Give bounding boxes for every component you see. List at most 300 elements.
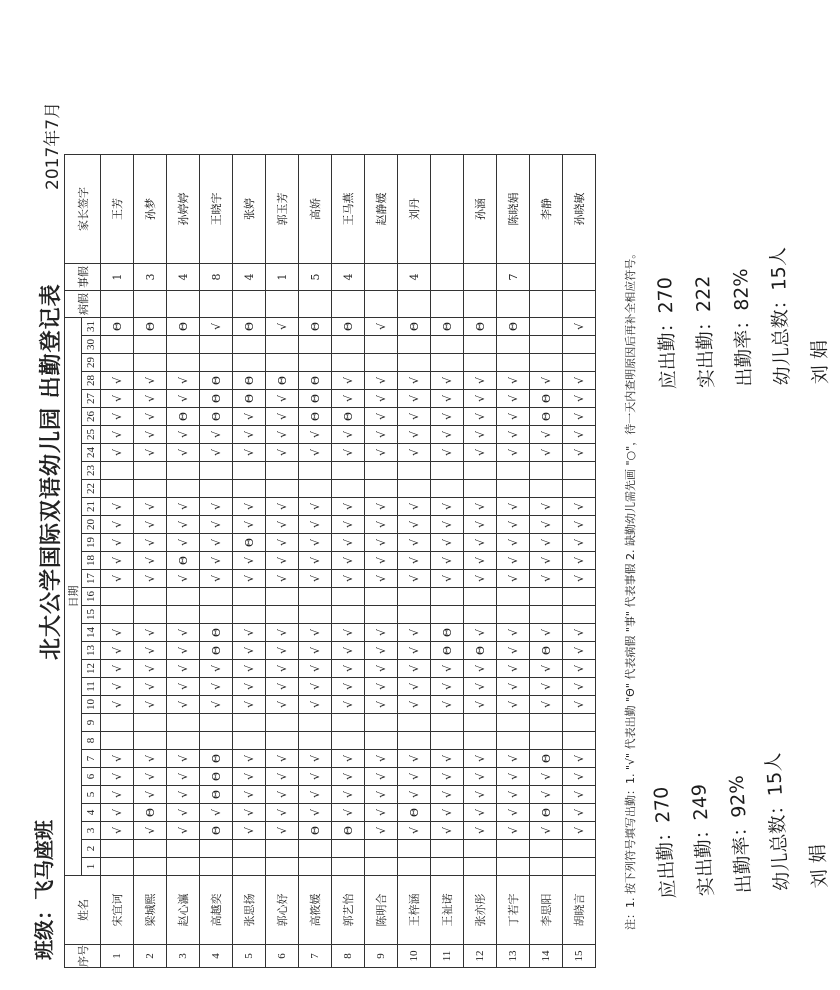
day-header: 7: [82, 750, 101, 768]
attendance-mark: √: [530, 570, 563, 588]
sick-leave-cell: [134, 291, 167, 318]
attendance-mark: √: [299, 534, 332, 552]
attendance-mark: √: [497, 516, 530, 534]
attendance-mark: √: [266, 516, 299, 534]
attendance-mark: √: [134, 768, 167, 786]
attendance-mark: [398, 858, 431, 876]
attendance-mark: √: [431, 390, 464, 408]
attendance-mark: √: [530, 426, 563, 444]
attendance-mark: √: [233, 804, 266, 822]
attendance-mark: √: [134, 642, 167, 660]
attendance-mark: √: [431, 750, 464, 768]
actual-attendance: 实出勤：249: [688, 783, 718, 897]
attendance-mark: Θ: [299, 822, 332, 840]
attendance-mark: √: [233, 552, 266, 570]
personal-leave-cell: [464, 264, 497, 291]
attendance-mark: √: [530, 786, 563, 804]
due-attendance: 应出勤：270: [650, 785, 680, 900]
attendance-mark: √: [332, 372, 365, 390]
attendance-mark: √: [464, 372, 497, 390]
attendance-mark: √: [101, 372, 134, 390]
attendance-mark: [134, 858, 167, 876]
attendance-mark: √: [299, 552, 332, 570]
attendance-mark: √: [530, 678, 563, 696]
parent-signature: 高娇: [299, 155, 332, 264]
table-row: [134, 155, 167, 968]
attendance-mark: √: [464, 768, 497, 786]
attendance-mark: √: [167, 786, 200, 804]
attendance-mark: √: [233, 822, 266, 840]
attendance-mark: √: [101, 516, 134, 534]
attendance-mark: [497, 858, 530, 876]
attendance-mark: √: [464, 498, 497, 516]
attendance-mark: √: [365, 408, 398, 426]
attendance-mark: √: [497, 444, 530, 462]
attendance-mark: √: [233, 768, 266, 786]
attendance-mark: √: [332, 696, 365, 714]
attendance-mark: √: [101, 570, 134, 588]
attendance-mark: √: [233, 696, 266, 714]
day-header: 6: [82, 768, 101, 786]
attendance-mark: √: [563, 624, 596, 642]
attendance-mark: [332, 606, 365, 624]
attendance-mark: √: [530, 444, 563, 462]
attendance-mark: [497, 462, 530, 480]
attendance-mark: √: [530, 552, 563, 570]
attendance-mark: Θ: [530, 804, 563, 822]
day-header: 25: [82, 426, 101, 444]
attendance-mark: √: [266, 318, 299, 336]
attendance-mark: √: [266, 408, 299, 426]
sick-leave-cell: [299, 291, 332, 318]
attendance-mark: [200, 588, 233, 606]
attendance-mark: √: [398, 750, 431, 768]
table-row: [497, 155, 530, 968]
day-header: 15: [82, 606, 101, 624]
month-label: 2017年7月: [43, 101, 63, 190]
attendance-mark: [464, 354, 497, 372]
attendance-mark: [365, 858, 398, 876]
attendance-mark: [563, 354, 596, 372]
attendance-mark: [530, 318, 563, 336]
attendance-mark: [398, 336, 431, 354]
attendance-mark: [365, 480, 398, 498]
table-row: [365, 155, 398, 968]
attendance-mark: Θ: [200, 390, 233, 408]
attendance-mark: [299, 588, 332, 606]
attendance-mark: √: [563, 426, 596, 444]
attendance-mark: [431, 354, 464, 372]
attendance-mark: √: [563, 768, 596, 786]
table-row: [530, 155, 563, 968]
attendance-mark: √: [398, 678, 431, 696]
attendance-mark: √: [464, 678, 497, 696]
attendance-mark: Θ: [266, 372, 299, 390]
attendance-mark: [266, 858, 299, 876]
parent-sign-header: 家长签字: [65, 155, 101, 264]
seq-cell: 8: [332, 945, 365, 968]
children-count: 幼儿总数：15人: [767, 246, 794, 386]
sick-leave-cell: [431, 291, 464, 318]
attendance-mark: √: [497, 372, 530, 390]
attendance-mark: √: [365, 804, 398, 822]
attendance-mark: [398, 588, 431, 606]
attendance-mark: [431, 588, 464, 606]
attendance-mark: [365, 462, 398, 480]
attendance-mark: [563, 732, 596, 750]
attendance-mark: √: [332, 570, 365, 588]
attendance-mark: [167, 606, 200, 624]
sick-leave-cell: [233, 291, 266, 318]
seq-cell: 2: [134, 945, 167, 968]
table-row: [464, 155, 497, 968]
attendance-mark: √: [563, 804, 596, 822]
day-header: 9: [82, 714, 101, 732]
sick-leave-cell: [464, 291, 497, 318]
attendance-mark: [167, 462, 200, 480]
attendance-mark: [398, 480, 431, 498]
attendance-mark: √: [365, 444, 398, 462]
attendance-mark: Θ: [299, 390, 332, 408]
attendance-mark: √: [233, 678, 266, 696]
attendance-mark: Θ: [332, 408, 365, 426]
attendance-mark: √: [266, 498, 299, 516]
attendance-mark: √: [167, 516, 200, 534]
attendance-mark: Θ: [167, 552, 200, 570]
personal-leave-cell: [431, 264, 464, 291]
attendance-mark: [398, 462, 431, 480]
attendance-mark: [332, 354, 365, 372]
attendance-mark: √: [365, 822, 398, 840]
attendance-mark: √: [233, 498, 266, 516]
attendance-mark: [563, 462, 596, 480]
attendance-mark: √: [134, 498, 167, 516]
table-row: [332, 155, 365, 968]
attendance-mark: √: [365, 696, 398, 714]
table-row: [167, 155, 200, 968]
attendance-mark: √: [530, 624, 563, 642]
attendance-mark: √: [431, 408, 464, 426]
attendance-mark: √: [464, 534, 497, 552]
parent-signature: 孙晓敏: [563, 155, 596, 264]
attendance-mark: √: [167, 822, 200, 840]
attendance-mark: [134, 732, 167, 750]
personal-leave-cell: 1: [266, 264, 299, 291]
attendance-mark: √: [299, 444, 332, 462]
attendance-mark: √: [365, 642, 398, 660]
attendance-mark: Θ: [200, 372, 233, 390]
attendance-mark: [563, 336, 596, 354]
attendance-mark: √: [134, 786, 167, 804]
attendance-mark: √: [398, 570, 431, 588]
day-header: 24: [82, 444, 101, 462]
name-cell: 丁若宇: [497, 876, 530, 945]
attendance-mark: [233, 840, 266, 858]
personal-leave-cell: 4: [398, 264, 431, 291]
attendance-mark: √: [332, 534, 365, 552]
attendance-mark: √: [101, 408, 134, 426]
attendance-mark: √: [398, 624, 431, 642]
attendance-mark: √: [365, 552, 398, 570]
attendance-mark: √: [101, 804, 134, 822]
attendance-mark: √: [563, 696, 596, 714]
attendance-mark: √: [365, 750, 398, 768]
attendance-mark: [464, 840, 497, 858]
personal-leave-cell: 7: [497, 264, 530, 291]
day-header: 13: [82, 642, 101, 660]
attendance-mark: √: [398, 372, 431, 390]
attendance-mark: Θ: [299, 318, 332, 336]
attendance-mark: √: [398, 786, 431, 804]
parent-signature: 李静: [530, 155, 563, 264]
parent-signature: 王芳: [101, 155, 134, 264]
attendance-mark: √: [332, 390, 365, 408]
attendance-mark: √: [530, 516, 563, 534]
attendance-mark: [266, 462, 299, 480]
parent-signature: 赵静媛: [365, 155, 398, 264]
attendance-mark: [200, 858, 233, 876]
attendance-mark: √: [497, 822, 530, 840]
attendance-mark: √: [365, 786, 398, 804]
attendance-mark: [563, 606, 596, 624]
seq-cell: 9: [365, 945, 398, 968]
attendance-mark: √: [299, 768, 332, 786]
attendance-mark: [266, 732, 299, 750]
attendance-mark: √: [266, 534, 299, 552]
parent-signature: 陈晓娟: [497, 155, 530, 264]
attendance-mark: √: [299, 696, 332, 714]
attendance-mark: √: [365, 498, 398, 516]
attendance-mark: √: [431, 804, 464, 822]
attendance-mark: Θ: [332, 822, 365, 840]
day-header: 29: [82, 354, 101, 372]
day-header: 3: [82, 822, 101, 840]
name-cell: 张思扬: [233, 876, 266, 945]
name-cell: 郭心妤: [266, 876, 299, 945]
attendance-mark: [563, 480, 596, 498]
attendance-mark: √: [167, 372, 200, 390]
attendance-mark: [398, 714, 431, 732]
attendance-mark: √: [200, 678, 233, 696]
seq-cell: 7: [299, 945, 332, 968]
attendance-mark: √: [200, 804, 233, 822]
attendance-mark: √: [530, 534, 563, 552]
attendance-mark: √: [266, 804, 299, 822]
seq-cell: 14: [530, 945, 563, 968]
class-label: 班级：飞马座班: [32, 820, 56, 960]
attendance-mark: √: [398, 444, 431, 462]
attendance-mark: √: [266, 552, 299, 570]
attendance-mark: Θ: [431, 624, 464, 642]
attendance-mark: √: [563, 498, 596, 516]
attendance-mark: [332, 480, 365, 498]
children-count: 幼儿总数：15人: [762, 752, 794, 892]
attendance-mark: √: [266, 570, 299, 588]
attendance-mark: √: [101, 768, 134, 786]
attendance-mark: [299, 714, 332, 732]
seq-cell: 15: [563, 945, 596, 968]
attendance-mark: √: [497, 570, 530, 588]
attendance-mark: [134, 354, 167, 372]
attendance-rate: 出勤率：92%: [725, 774, 756, 895]
attendance-mark: [332, 840, 365, 858]
attendance-mark: √: [530, 696, 563, 714]
sick-leave-cell: [200, 291, 233, 318]
attendance-mark: Θ: [299, 372, 332, 390]
attendance-mark: [497, 714, 530, 732]
attendance-mark: √: [464, 804, 497, 822]
attendance-mark: √: [563, 372, 596, 390]
attendance-mark: √: [101, 390, 134, 408]
attendance-mark: √: [332, 444, 365, 462]
attendance-mark: √: [431, 372, 464, 390]
attendance-mark: [497, 606, 530, 624]
attendance-mark: Θ: [431, 642, 464, 660]
attendance-mark: √: [299, 642, 332, 660]
parent-signature: 郭玉芳: [266, 155, 299, 264]
parent-signature: 王晓宇: [200, 155, 233, 264]
attendance-mark: [233, 354, 266, 372]
attendance-mark: √: [431, 570, 464, 588]
attendance-mark: √: [398, 552, 431, 570]
attendance-mark: [233, 606, 266, 624]
attendance-mark: [167, 480, 200, 498]
attendance-mark: √: [365, 426, 398, 444]
attendance-mark: √: [167, 642, 200, 660]
day-header: 4: [82, 804, 101, 822]
sick-leave-cell: [167, 291, 200, 318]
sick-leave-cell: [365, 291, 398, 318]
attendance-mark: [101, 462, 134, 480]
attendance-mark: [134, 588, 167, 606]
attendance-mark: √: [365, 372, 398, 390]
table-row: [398, 155, 431, 968]
attendance-mark: Θ: [464, 642, 497, 660]
attendance-mark: √: [101, 498, 134, 516]
attendance-mark: √: [200, 570, 233, 588]
attendance-mark: √: [365, 768, 398, 786]
attendance-mark: [299, 732, 332, 750]
seq-cell: 5: [233, 945, 266, 968]
attendance-mark: √: [299, 516, 332, 534]
attendance-mark: √: [563, 570, 596, 588]
attendance-mark: [134, 462, 167, 480]
attendance-mark: √: [299, 498, 332, 516]
attendance-mark: [200, 480, 233, 498]
attendance-mark: Θ: [332, 318, 365, 336]
attendance-mark: √: [332, 642, 365, 660]
sick-leave-header: 病假: [65, 291, 101, 318]
personal-leave-header: 事假: [65, 264, 101, 291]
attendance-mark: √: [431, 822, 464, 840]
attendance-mark: √: [497, 678, 530, 696]
attendance-mark: √: [167, 624, 200, 642]
attendance-mark: √: [563, 516, 596, 534]
attendance-mark: √: [332, 552, 365, 570]
attendance-mark: Θ: [167, 318, 200, 336]
footnote: 注：1. 按下列符号填写出勤：1. "√" 代表出勤 "Θ" 代表病假 "事" 代表事假 2. 缺勤幼儿需先画 "○"，待一天内查明原因后再补全相应符号。: [624, 247, 637, 930]
attendance-mark: [200, 336, 233, 354]
attendance-mark: [398, 606, 431, 624]
attendance-mark: √: [398, 408, 431, 426]
attendance-mark: [167, 336, 200, 354]
attendance-mark: √: [497, 552, 530, 570]
attendance-mark: Θ: [530, 750, 563, 768]
attendance-mark: √: [134, 516, 167, 534]
attendance-mark: [365, 354, 398, 372]
attendance-mark: √: [134, 678, 167, 696]
attendance-mark: Θ: [200, 786, 233, 804]
attendance-mark: Θ: [134, 804, 167, 822]
attendance-mark: Θ: [299, 408, 332, 426]
attendance-mark: [101, 336, 134, 354]
name-cell: 高筱媛: [299, 876, 332, 945]
day-header: 14: [82, 624, 101, 642]
parent-signature: 王马燕: [332, 155, 365, 264]
attendance-mark: √: [563, 552, 596, 570]
attendance-mark: √: [266, 768, 299, 786]
attendance-mark: [233, 714, 266, 732]
day-header: 21: [82, 498, 101, 516]
attendance-mark: √: [134, 408, 167, 426]
parent-signature: 张婷: [233, 155, 266, 264]
attendance-mark: √: [464, 750, 497, 768]
attendance-mark: √: [497, 408, 530, 426]
attendance-mark: √: [266, 426, 299, 444]
attendance-mark: √: [200, 498, 233, 516]
attendance-mark: √: [101, 660, 134, 678]
personal-leave-cell: 4: [332, 264, 365, 291]
attendance-mark: √: [134, 822, 167, 840]
attendance-mark: √: [332, 678, 365, 696]
attendance-mark: [530, 732, 563, 750]
attendance-mark: √: [464, 660, 497, 678]
attendance-mark: √: [563, 318, 596, 336]
attendance-mark: [497, 336, 530, 354]
attendance-mark: √: [431, 444, 464, 462]
attendance-mark: [299, 336, 332, 354]
attendance-mark: √: [200, 552, 233, 570]
attendance-mark: [266, 714, 299, 732]
day-header: 8: [82, 732, 101, 750]
attendance-mark: [431, 462, 464, 480]
attendance-mark: [365, 840, 398, 858]
day-header: 27: [82, 390, 101, 408]
stats-right: [645, 245, 840, 390]
day-header: 17: [82, 570, 101, 588]
attendance-mark: [167, 588, 200, 606]
attendance-mark: √: [398, 822, 431, 840]
attendance-mark: [431, 858, 464, 876]
attendance-mark: √: [398, 696, 431, 714]
attendance-mark: Θ: [530, 408, 563, 426]
attendance-mark: √: [464, 696, 497, 714]
attendance-mark: √: [167, 498, 200, 516]
attendance-mark: √: [101, 750, 134, 768]
attendance-mark: Θ: [497, 318, 530, 336]
attendance-mark: [464, 714, 497, 732]
attendance-mark: [233, 858, 266, 876]
attendance-mark: √: [530, 498, 563, 516]
attendance-mark: √: [101, 786, 134, 804]
attendance-mark: √: [497, 642, 530, 660]
attendance-mark: √: [134, 534, 167, 552]
attendance-mark: √: [134, 372, 167, 390]
attendance-mark: √: [431, 534, 464, 552]
name-cell: 王梓涵: [398, 876, 431, 945]
personal-leave-cell: 1: [101, 264, 134, 291]
attendance-mark: [200, 714, 233, 732]
